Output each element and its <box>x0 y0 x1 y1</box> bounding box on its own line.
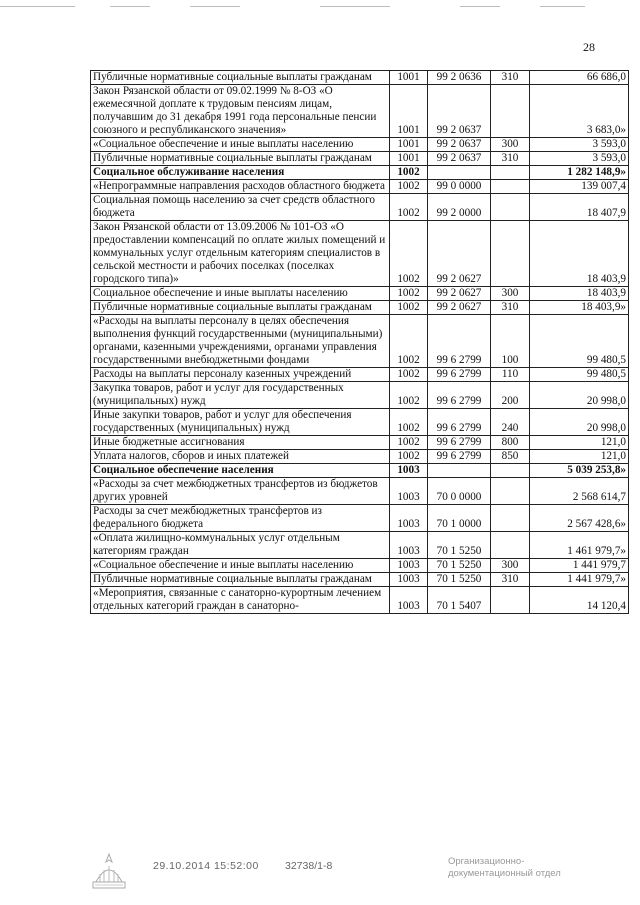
table-row <box>91 532 629 559</box>
row-article <box>428 464 491 478</box>
row-article: 99 2 0636 <box>428 71 491 85</box>
row-name: «Непрограммные направления расходов областного бюджета <box>91 180 390 194</box>
row-type: 100 <box>491 315 530 368</box>
row-type: 310 <box>491 573 530 587</box>
table-row <box>91 138 629 152</box>
row-section: 1003 <box>390 573 428 587</box>
row-section: 1003 <box>390 532 428 559</box>
row-section: 1003 <box>390 464 428 478</box>
row-section: 1002 <box>390 409 428 436</box>
table-row <box>91 450 629 464</box>
table-row <box>91 382 629 409</box>
row-name: Социальное обеспечение населения <box>91 464 390 478</box>
row-name: Публичные нормативные социальные выплаты гражданам <box>91 573 390 587</box>
row-section: 1002 <box>390 382 428 409</box>
row-type <box>491 587 530 614</box>
row-sum: 121,0 <box>530 450 629 464</box>
row-section: 1003 <box>390 587 428 614</box>
row-type <box>491 180 530 194</box>
row-sum: 1 282 148,9» <box>530 166 629 180</box>
table-row <box>91 368 629 382</box>
row-section: 1001 <box>390 138 428 152</box>
table-row <box>91 301 629 315</box>
row-name: Закон Рязанской области от 13.09.2006 № 101-ОЗ «О предоставлении компенсаций по оплате жилых помещений и коммунальных услуг отдельным категориям специалистов в сельской местности и рабочих поселках (поселках городского типа)» <box>91 221 390 287</box>
row-article: 99 2 0000 <box>428 194 491 221</box>
row-type: 240 <box>491 409 530 436</box>
row-article: 70 0 0000 <box>428 478 491 505</box>
table-row <box>91 85 629 138</box>
row-article: 99 2 0637 <box>428 138 491 152</box>
row-article: 99 6 2799 <box>428 315 491 368</box>
row-name: Публичные нормативные социальные выплаты гражданам <box>91 71 390 85</box>
row-name: Публичные нормативные социальные выплаты гражданам <box>91 301 390 315</box>
table-row <box>91 478 629 505</box>
row-name: Закон Рязанской области от 09.02.1999 № 8-ОЗ «О ежемесячной доплате к трудовым пенсиям лицам, получавшим до 31 декабря 1991 года персональные пенсии союзного и республиканского значения» <box>91 85 390 138</box>
row-article: 70 1 0000 <box>428 505 491 532</box>
row-name: «Оплата жилищно-коммунальных услуг отдельным категориям граждан <box>91 532 390 559</box>
row-sum: 2 568 614,7 <box>530 478 629 505</box>
row-name: Закупка товаров, работ и услуг для государственных (муниципальных) нужд <box>91 382 390 409</box>
table-row <box>91 71 629 85</box>
row-name: «Социальное обеспечение и иные выплаты населению <box>91 138 390 152</box>
table-row <box>91 152 629 166</box>
row-sum: 99 480,5 <box>530 368 629 382</box>
row-section: 1002 <box>390 287 428 301</box>
row-section: 1003 <box>390 559 428 573</box>
row-type <box>491 166 530 180</box>
row-type <box>491 464 530 478</box>
row-sum: 18 407,9 <box>530 194 629 221</box>
row-name: Иные бюджетные ассигнования <box>91 436 390 450</box>
row-sum: 121,0 <box>530 436 629 450</box>
row-section: 1001 <box>390 85 428 138</box>
row-section: 1002 <box>390 315 428 368</box>
row-article: 99 2 0627 <box>428 221 491 287</box>
row-sum: 1 441 979,7 <box>530 559 629 573</box>
row-sum: 1 441 979,7» <box>530 573 629 587</box>
table-row <box>91 166 629 180</box>
department-stamp-line1: Организационно- <box>448 856 525 867</box>
row-section: 1003 <box>390 505 428 532</box>
row-section: 1002 <box>390 450 428 464</box>
row-section: 1002 <box>390 221 428 287</box>
footer <box>0 852 640 902</box>
table-row <box>91 409 629 436</box>
scan-artifact-line <box>0 4 640 10</box>
row-type <box>491 221 530 287</box>
row-article: 99 2 0637 <box>428 152 491 166</box>
row-type: 850 <box>491 450 530 464</box>
row-name: «Расходы на выплаты персоналу в целях обеспечения выполнения функций государственными (муниципальными) органами, казенными учреждениями, органами управления государственными внебюджетными фондами <box>91 315 390 368</box>
row-section: 1002 <box>390 368 428 382</box>
row-name: «Мероприятия, связанные с санаторно-курортным лечением отдельных категорий граждан в санаторно- <box>91 587 390 614</box>
row-article <box>428 166 491 180</box>
row-sum: 20 998,0 <box>530 409 629 436</box>
document-id: 32738/1-8 <box>285 860 333 872</box>
row-section: 1002 <box>390 194 428 221</box>
table-row <box>91 180 629 194</box>
table-row <box>91 315 629 368</box>
table-row <box>91 194 629 221</box>
budget-table <box>90 70 629 614</box>
row-type <box>491 532 530 559</box>
row-section: 1003 <box>390 478 428 505</box>
row-name: Социальная помощь населению за счет средств областного бюджета <box>91 194 390 221</box>
row-type: 310 <box>491 71 530 85</box>
row-sum: 2 567 428,6» <box>530 505 629 532</box>
row-article: 99 2 0637 <box>428 85 491 138</box>
department-stamp <box>448 856 561 880</box>
row-name: Уплата налогов, сборов и иных платежей <box>91 450 390 464</box>
row-section: 1002 <box>390 180 428 194</box>
row-sum: 139 007,4 <box>530 180 629 194</box>
table-row <box>91 587 629 614</box>
row-type: 110 <box>491 368 530 382</box>
row-section: 1002 <box>390 166 428 180</box>
table-row <box>91 559 629 573</box>
row-article: 99 2 0627 <box>428 301 491 315</box>
row-sum: 5 039 253,8» <box>530 464 629 478</box>
row-section: 1001 <box>390 71 428 85</box>
row-article: 99 6 2799 <box>428 450 491 464</box>
row-type: 300 <box>491 138 530 152</box>
table-row <box>91 573 629 587</box>
table-row <box>91 505 629 532</box>
row-sum: 3 593,0 <box>530 138 629 152</box>
row-name: Социальное обеспечение и иные выплаты населению <box>91 287 390 301</box>
row-sum: 66 686,0 <box>530 71 629 85</box>
row-name: Публичные нормативные социальные выплаты гражданам <box>91 152 390 166</box>
row-name: Иные закупки товаров, работ и услуг для обеспечения государственных (муниципальных) нужд <box>91 409 390 436</box>
row-sum: 18 403,9 <box>530 221 629 287</box>
row-article: 99 0 0000 <box>428 180 491 194</box>
timestamp: 29.10.2014 15:52:00 <box>153 860 259 872</box>
row-article: 99 6 2799 <box>428 409 491 436</box>
row-sum: 18 403,9 <box>530 287 629 301</box>
row-article: 99 2 0627 <box>428 287 491 301</box>
department-stamp-line2: документационный отдел <box>448 868 561 879</box>
row-type: 800 <box>491 436 530 450</box>
row-type <box>491 194 530 221</box>
table-row <box>91 464 629 478</box>
row-sum: 1 461 979,7» <box>530 532 629 559</box>
row-section: 1001 <box>390 152 428 166</box>
row-type <box>491 85 530 138</box>
row-article: 99 6 2799 <box>428 368 491 382</box>
row-section: 1002 <box>390 301 428 315</box>
row-sum: 3 593,0 <box>530 152 629 166</box>
row-sum: 18 403,9» <box>530 301 629 315</box>
row-sum: 3 683,0» <box>530 85 629 138</box>
row-type: 300 <box>491 559 530 573</box>
row-sum: 20 998,0 <box>530 382 629 409</box>
budget-table-body <box>91 71 629 614</box>
row-sum: 99 480,5 <box>530 315 629 368</box>
row-type: 200 <box>491 382 530 409</box>
row-article: 99 6 2799 <box>428 382 491 409</box>
page-number: 28 <box>583 40 595 54</box>
table-row <box>91 287 629 301</box>
coat-of-arms-icon <box>90 852 128 892</box>
row-type: 310 <box>491 152 530 166</box>
row-article: 99 6 2799 <box>428 436 491 450</box>
row-name: «Расходы за счет межбюджетных трансфертов из бюджетов других уровней <box>91 478 390 505</box>
row-sum: 14 120,4 <box>530 587 629 614</box>
table-row <box>91 221 629 287</box>
row-article: 70 1 5250 <box>428 532 491 559</box>
row-name: Социальное обслуживание населения <box>91 166 390 180</box>
table-row <box>91 436 629 450</box>
row-name: Расходы за счет межбюджетных трансфертов из федерального бюджета <box>91 505 390 532</box>
row-article: 70 1 5250 <box>428 559 491 573</box>
row-section: 1002 <box>390 436 428 450</box>
row-name: «Социальное обеспечение и иные выплаты населению <box>91 559 390 573</box>
row-type: 310 <box>491 301 530 315</box>
row-name: Расходы на выплаты персоналу казенных учреждений <box>91 368 390 382</box>
row-article: 70 1 5407 <box>428 587 491 614</box>
row-article: 70 1 5250 <box>428 573 491 587</box>
row-type: 300 <box>491 287 530 301</box>
row-type <box>491 505 530 532</box>
row-type <box>491 478 530 505</box>
